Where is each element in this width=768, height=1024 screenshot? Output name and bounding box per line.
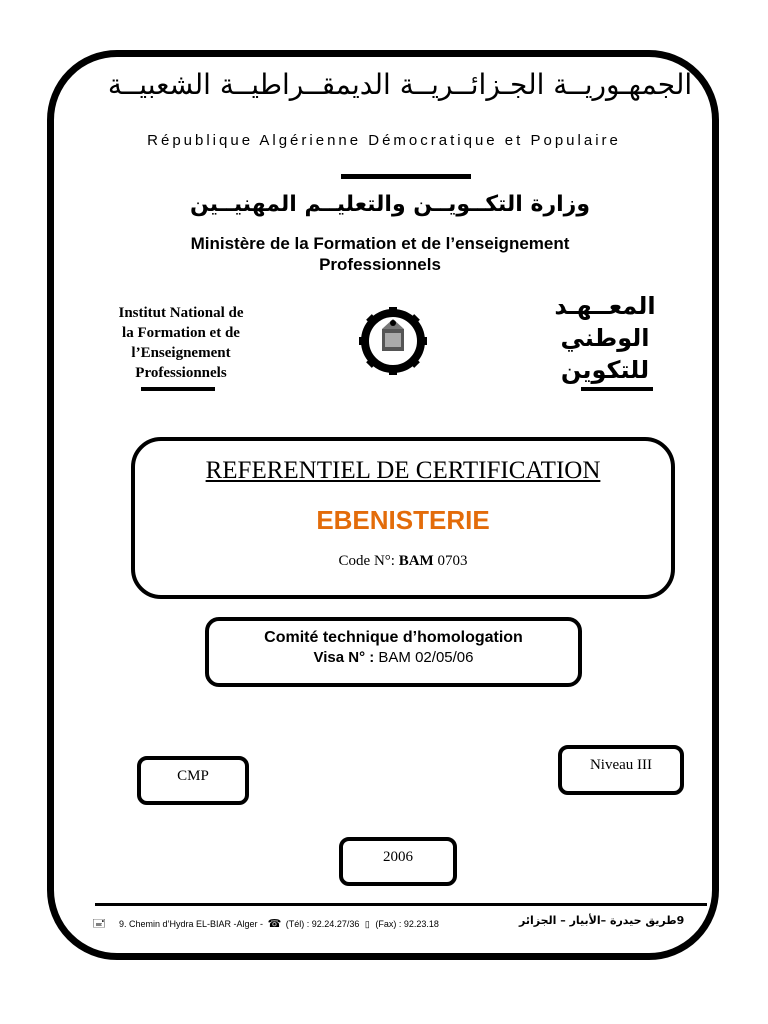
institute-fr-line: Institut National de xyxy=(118,305,244,321)
institute-ar-line: المعــهـد xyxy=(554,292,656,320)
visa-number xyxy=(209,649,578,666)
french-republic-title: République Algérienne Démocratique et Populaire xyxy=(147,132,621,149)
comite-box xyxy=(205,617,582,687)
speciality-title: EBENISTERIE xyxy=(316,505,490,535)
arabic-ministry-title: وزارة التكــويــن والتعليــم المهنيــين xyxy=(190,192,590,217)
footer-tel: (Tél) : 92.24.27/36 xyxy=(285,919,360,929)
referentiel-title: REFERENTIEL DE CERTIFICATION xyxy=(205,457,601,484)
niveau-box: Niveau III xyxy=(558,745,684,795)
institute-ar-underline xyxy=(581,387,653,391)
code-prefix: BAM xyxy=(398,553,434,569)
footer-address xyxy=(92,914,692,934)
institute-gear-logo-icon xyxy=(357,305,429,377)
institute-ar-line: للتكوين xyxy=(560,356,650,384)
footer-contact xyxy=(119,917,439,930)
footer-arabic-address: 9طريق حيدرة –الأبيار – الجزائر xyxy=(519,914,685,927)
institute-fr-line: la Formation et de xyxy=(122,325,240,341)
header-divider xyxy=(341,174,471,179)
fax-icon: ▯ xyxy=(364,919,370,929)
institute-name-french xyxy=(100,303,262,383)
visa-label: Visa N° : xyxy=(313,649,379,666)
cmp-box: CMP xyxy=(137,756,249,805)
institute-fr-underline xyxy=(141,387,215,391)
footer-fax: (Fax) : 92.23.18 xyxy=(375,919,439,929)
comite-title: Comité technique d’homologation xyxy=(264,629,523,646)
institute-name-arabic xyxy=(530,290,680,386)
visa-value: BAM 02/05/06 xyxy=(378,649,474,666)
phone-icon: ☎ xyxy=(267,917,282,930)
envelope-icon: 🖃 xyxy=(92,916,107,930)
arabic-republic-title: الجمهـوريــة الجـزائــريــة الديمقــراطيــة الشعبيــة xyxy=(107,68,693,101)
referentiel-box xyxy=(131,437,675,599)
institute-fr-line: Professionnels xyxy=(135,365,227,381)
french-ministry-line1: Ministère de la Formation et de l’enseignement xyxy=(190,234,570,253)
institute-fr-line: l’Enseignement xyxy=(131,345,231,361)
footer-street: 9. Chemin d’Hydra EL-BIAR -Alger - xyxy=(119,919,264,929)
code-label: Code N°: xyxy=(338,553,399,569)
year-box: 2006 xyxy=(339,837,457,886)
institute-ar-line: الوطني xyxy=(560,324,650,352)
french-ministry-line2: Professionnels xyxy=(319,255,441,274)
footer-divider xyxy=(95,903,707,906)
french-ministry-title xyxy=(120,233,640,275)
certification-code xyxy=(135,553,671,570)
code-number: 0703 xyxy=(433,553,468,569)
